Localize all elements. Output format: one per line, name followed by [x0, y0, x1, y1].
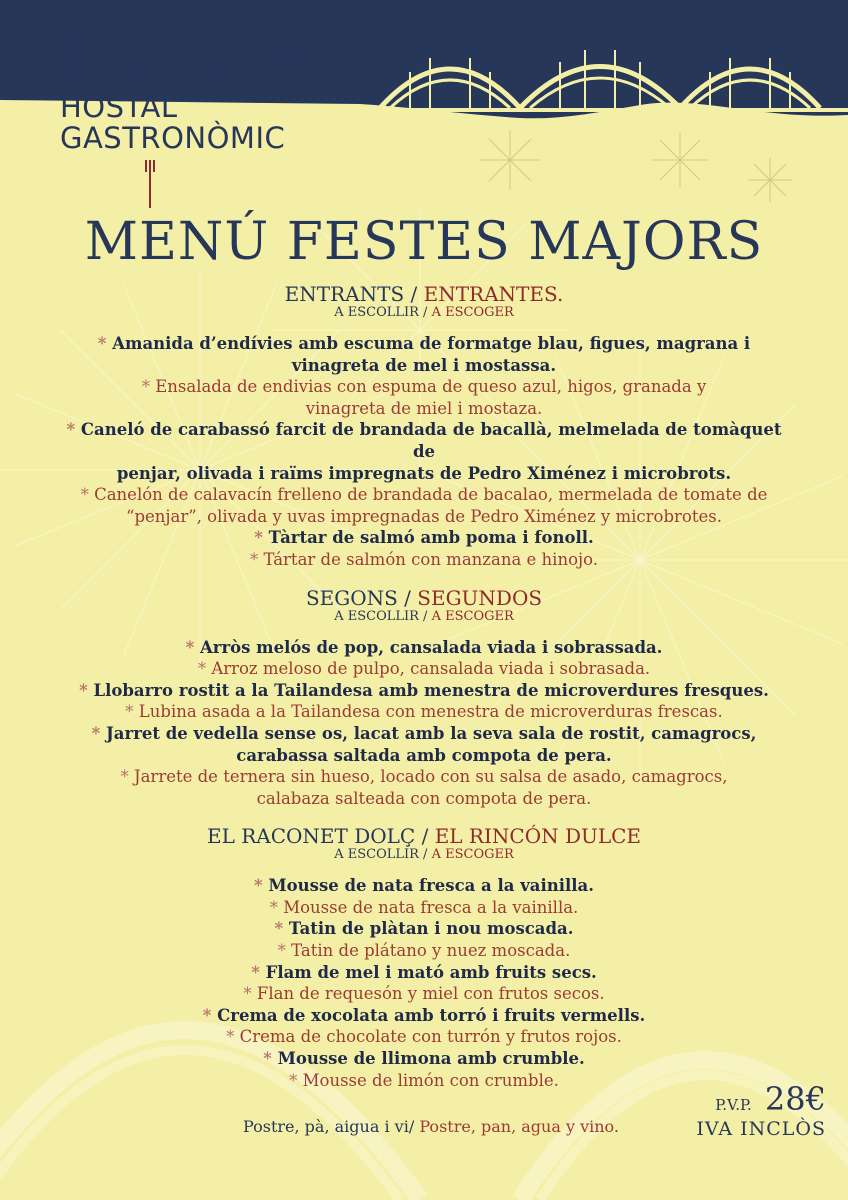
- dish-line: * Llobarro rostit a la Tailandesa amb menestra de microverdures fresques.: [79, 680, 769, 700]
- section-entrants: [60, 283, 788, 571]
- dish-line: * Crema de chocolate con turrón y frutos rojos.: [226, 1027, 622, 1047]
- menu-title: MENÚ FESTES MAJORS: [84, 212, 764, 272]
- section-heading: [60, 587, 788, 609]
- brand-name: La Creu: [60, 23, 312, 97]
- footer-catalan: Postre, pà, aigua i vi/: [243, 1117, 415, 1136]
- subheading-spanish: A ESCOGER: [431, 608, 514, 624]
- dish-line: * Tártar de salmón con manzana e hinojo.: [249, 549, 599, 569]
- brand-line-gastronomic: GASTRONÒMIC: [60, 121, 286, 155]
- brand-logo: [60, 23, 350, 155]
- footer-spanish: Postre, pan, agua y vino.: [419, 1117, 619, 1136]
- price-label: P.V.P.: [715, 1096, 752, 1114]
- dish-line: calabaza salteada con compota de pera.: [256, 788, 592, 808]
- section-subheading: [60, 305, 788, 321]
- dish-line: * Lubina asada a la Tailandesa con menestra de microverduras frescas.: [125, 702, 723, 722]
- menu-content: [60, 283, 788, 1107]
- menu-footer-includes: [243, 1117, 619, 1136]
- subheading-catalan: A ESCOLLIR /: [334, 847, 428, 863]
- dish-line: * Caneló de carabassó farcit de brandada de bacallà, melmelada de tomàquet de: [66, 420, 782, 461]
- dish-line: * Arròs melós de pop, cansalada viada i sobrassada.: [185, 637, 663, 657]
- dish-line: penjar, olivada i raïms impregnats de Pedro Ximénez i microbrots.: [116, 463, 732, 483]
- dish-line: * Canelón de calavacín frelleno de brandada de bacalao, mermelada de tomate de: [80, 485, 768, 505]
- subheading-spanish: A ESCOGER: [431, 305, 514, 320]
- subheading-catalan: A ESCOLLIR /: [334, 305, 428, 320]
- dish-line: * Flan de requesón y miel con frutos secos.: [243, 984, 605, 1004]
- heading-catalan: ENTRANTS /: [284, 282, 418, 306]
- heading-catalan: EL RACONET DOLÇ /: [206, 824, 429, 849]
- dish-line: * Tatin de plàtan i nou moscada.: [274, 919, 574, 939]
- brand-line-hostal: HOSTAL: [60, 90, 178, 124]
- dish-line: * Amanida d’endívies amb escuma de formatge blau, figues, magrana i: [97, 334, 751, 353]
- dish-line: * Crema de xocolata amb torró i fruits vermells.: [202, 1005, 646, 1025]
- section-heading: [60, 283, 788, 305]
- section-subheading: [60, 609, 788, 625]
- dish-line: carabassa saltada amb compota de pera.: [236, 745, 612, 765]
- dish-line: vinagreta de miel i mostaza.: [305, 398, 543, 418]
- dish-line: * Mousse de nata fresca a la vainilla.: [269, 897, 579, 917]
- heading-spanish: SEGUNDOS: [417, 585, 543, 610]
- subheading-catalan: A ESCOLLIR /: [334, 608, 428, 624]
- subheading-spanish: A ESCOGER: [431, 847, 514, 863]
- dish-line: * Jarrete de ternera sin hueso, locado con su salsa de asado, camagrocs,: [120, 767, 728, 787]
- dish-line: * Tatin de plátano y nuez moscada.: [277, 941, 571, 961]
- dish-line: vinagreta de mel i mostassa.: [291, 355, 557, 375]
- price-amount: 28€: [764, 1080, 826, 1118]
- section-heading: [60, 825, 788, 847]
- section-subheading: [60, 847, 788, 863]
- dish-line: “penjar”, olivada y uvas impregnadas de Pedro Ximénez y microbrotes.: [126, 506, 722, 526]
- dish-line: * Flam de mel i mató amb fruits secs.: [251, 962, 597, 982]
- dish-line: * Mousse de nata fresca a la vainilla.: [254, 876, 594, 896]
- dish-line: * Jarret de vedella sense os, lacat amb la seva sala de rostit, camagrocs,: [91, 723, 757, 743]
- dish-line: * Arroz meloso de pulpo, cansalada viada i sobrasada.: [197, 659, 651, 679]
- heading-catalan: SEGONS /: [305, 585, 411, 610]
- dish-line: * Mousse de limón con crumble.: [289, 1070, 559, 1090]
- heading-spanish: ENTRANTES.: [423, 282, 564, 306]
- heading-spanish: EL RINCÓN DULCE: [434, 824, 642, 849]
- dish-line: * Ensalada de endivias con espuma de queso azul, higos, granada y: [141, 377, 707, 397]
- dish-line: * Mousse de llimona amb crumble.: [263, 1049, 585, 1069]
- fork-icon: [146, 160, 154, 208]
- dish-line: * Tàrtar de salmó amb poma i fonoll.: [254, 528, 594, 548]
- price-tax-note: IVA INCLÒS: [696, 1118, 826, 1140]
- price-block: [676, 1080, 826, 1140]
- section-raconet-dolc: [60, 825, 788, 1091]
- section-segons: [60, 587, 788, 810]
